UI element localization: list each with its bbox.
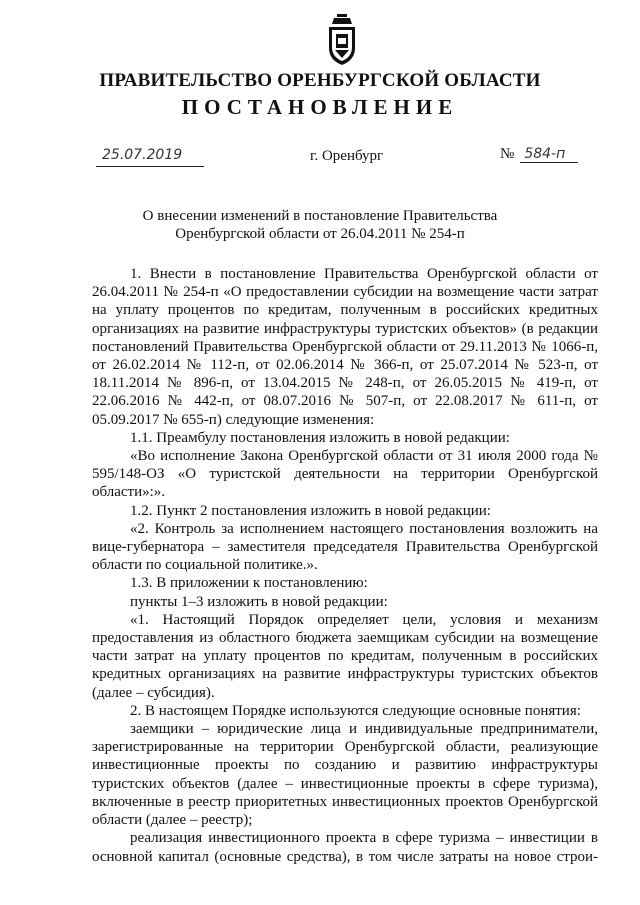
number-value: 584-п: [520, 146, 578, 163]
document-date: 25.07.2019: [96, 147, 204, 167]
government-name: ПРАВИТЕЛЬСТВО ОРЕНБУРГСКОЙ ОБЛАСТИ: [99, 70, 541, 91]
paragraph: 1.2. Пункт 2 постановления изложить в новой редакции:: [130, 502, 491, 519]
paragraph: «Во исполнение Закона Оренбургской области от 31 июля 2000 года № 595/148-ОЗ «О туристской деятельности на территории Оренбургской области»:».: [92, 448, 598, 501]
document-type: ПОСТАНОВЛЕНИЕ: [181, 95, 459, 119]
subject-line: О внесении изменений в постановление Правительства: [142, 208, 498, 224]
document-number: [500, 146, 578, 163]
coat-of-arms-icon: [325, 14, 359, 66]
paragraph: заемщики – юридические лица и индивидуальные предприниматели, зарегистрированные на территории Оренбургской области, реализующие инвестиционные проекты по созданию и развитию инфраструктуры туристских объектов (далее – инвестиционные проекты в сфере туризма), включенные в реестр приоритетных инвестиционных проектов Оренбургской области (далее – реестр);: [92, 721, 598, 829]
document-city: г. Оренбург: [310, 148, 384, 164]
paragraph: пункты 1–3 изложить в новой редакции:: [130, 593, 388, 610]
paragraph: «2. Контроль за исполнением настоящего постановления возложить на вице-губернатора – заместителя председателя Правительства Оренбургской области по социальной политике.».: [92, 520, 598, 574]
paragraph: 1.3. В приложении к постановлению:: [130, 575, 368, 592]
subject-line: Оренбургской области от 26.04.2011 № 254-п: [175, 226, 465, 242]
paragraph: 2. В настоящем Порядке используются следующие основные понятия:: [130, 702, 581, 719]
paragraph: 1.1. Преамбулу постановления изложить в новой редакции:: [130, 429, 510, 446]
paragraph: реализация инвестиционного проекта в сфере туризма – инвестиции в основной капитал (основные средства), в том числе затраты на новое строи-: [92, 830, 598, 865]
number-sign: №: [500, 146, 515, 162]
document-subject: [0, 207, 640, 243]
paragraph: 1. Внести в постановление Правительства Оренбургской области от 26.04.2011 № 254-п «О предоставлении субсидии на возмещение части затрат на уплату процентов по кредитам, полученным в российских кредитных организациях на развитие инфраструктуры туристских объектов» (в редакции постановлений Правительства Оренбургской области от 29.11.2013 № 1066-п, от 26.02.2014 № 112-п, от 02.06.2014 № 366-п, от 25.07.2014 № 523-п, от 18.11.2014 № 896-п, от 13.04.2015 № 248-п, от 26.05.2015 № 419-п, от 22.06.2016 № 442-п, от 08.07.2016 № 507-п, от 22.08.2017 № 611-п, от 05.09.2017 № 655-п) следующие изменения:: [92, 266, 598, 428]
document-body: [92, 265, 598, 866]
paragraph: «1. Настоящий Порядок определяет цели, условия и механизм предоставления из областного бюджета заемщикам субсидии на возмещение части затрат на уплату процентов по кредитам, полученным в российских кредитных организациях на развитие инфраструктуры туристских объектов (далее – субсидия).: [92, 611, 598, 701]
